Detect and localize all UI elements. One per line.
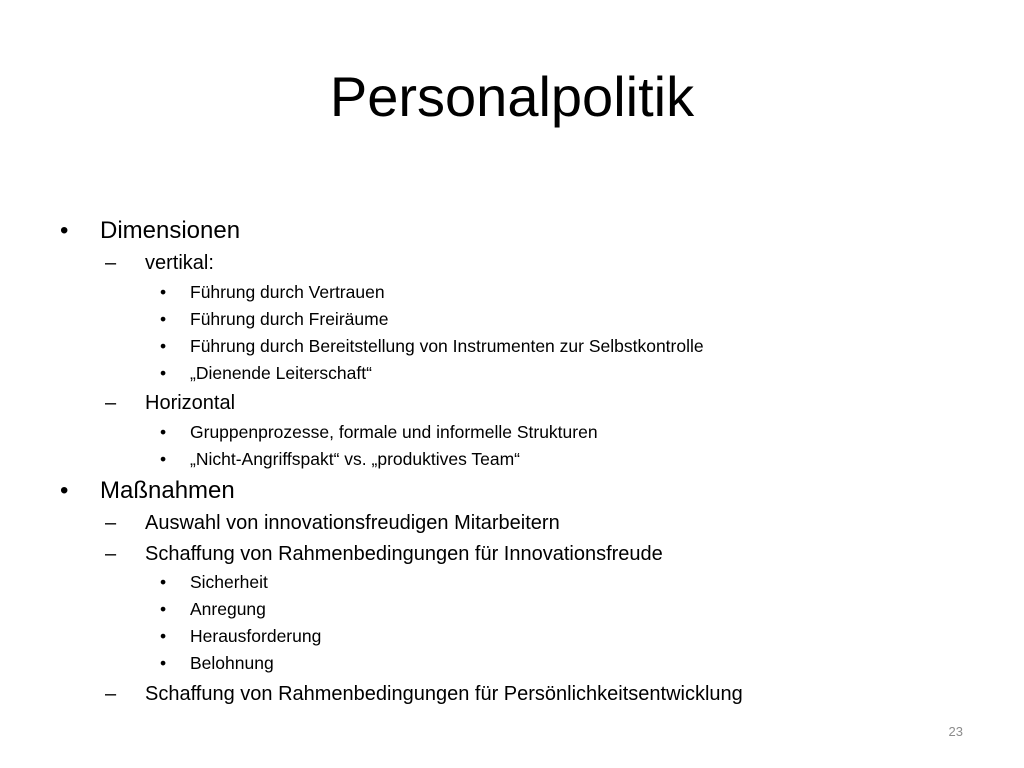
dash-marker: – (105, 252, 117, 274)
bullet-marker: • (160, 336, 167, 356)
sub-sub-bullet-text: „Nicht-Angriffspakt“ vs. „produktives Team“ (190, 449, 521, 469)
sub-bullet (105, 510, 560, 536)
bullet-dimensionen (60, 216, 241, 246)
sub-sub-bullet-text: „Dienende Leiterschaft“ (190, 363, 372, 383)
sub-sub-bullet-text: Anregung (190, 599, 266, 619)
bullet-marker: • (160, 572, 167, 592)
sub-bullet-text: Horizontal (145, 392, 236, 414)
sub-bullet (105, 541, 663, 567)
sub-sub-bullet-text: Führung durch Bereitstellung von Instrumenten zur Selbstkontrolle (190, 336, 704, 356)
sub-sub-bullet (160, 362, 372, 384)
sub-sub-bullet-text: Sicherheit (190, 572, 268, 592)
bullet-marker: • (160, 363, 167, 383)
sub-sub-bullet (160, 652, 274, 674)
bullet-marker: • (160, 309, 167, 329)
sub-sub-bullet (160, 625, 322, 647)
dash-marker: – (105, 683, 117, 705)
dash-marker: – (105, 543, 117, 565)
dash-marker: – (105, 392, 117, 414)
sub-sub-bullet-text: Führung durch Vertrauen (190, 282, 385, 302)
bullet-marker: • (160, 626, 167, 646)
slide-title: Personalpolitik (329, 65, 695, 128)
bullet-marker: • (60, 217, 69, 244)
sub-sub-bullet (160, 281, 385, 303)
sub-sub-bullet (160, 598, 266, 620)
sub-bullet-text: Schaffung von Rahmenbedingungen für Persönlichkeitsentwicklung (145, 683, 743, 705)
dash-marker: – (105, 512, 117, 534)
bullet-marker: • (160, 449, 167, 469)
sub-sub-bullet (160, 308, 389, 330)
bullet-marker: • (160, 422, 167, 442)
sub-sub-bullet-text: Gruppenprozesse, formale und informelle Strukturen (190, 422, 598, 442)
bullet-marker: • (60, 477, 69, 504)
bullet-text: Maßnahmen (100, 477, 235, 504)
sub-sub-bullet-text: Führung durch Freiräume (190, 309, 389, 329)
sub-sub-bullet (160, 571, 268, 593)
sub-bullet-text: Schaffung von Rahmenbedingungen für Innovationsfreude (145, 543, 663, 565)
bullet-marker: • (160, 282, 167, 302)
sub-bullet (105, 681, 743, 707)
sub-sub-bullet-text: Belohnung (190, 653, 274, 673)
bullet-massnahmen (60, 476, 235, 506)
sub-sub-bullet (160, 335, 704, 357)
sub-bullet-text: Auswahl von innovationsfreudigen Mitarbeitern (145, 512, 560, 534)
sub-bullet-vertikal (105, 250, 214, 276)
bullet-marker: • (160, 599, 167, 619)
sub-bullet-text: vertikal: (145, 252, 214, 274)
sub-sub-bullet (160, 421, 598, 443)
sub-sub-bullet-text: Herausforderung (190, 626, 322, 646)
sub-sub-bullet (160, 448, 521, 470)
sub-bullet-horizontal (105, 390, 236, 416)
bullet-marker: • (160, 653, 167, 673)
page-number: 23 (948, 724, 963, 739)
bullet-text: Dimensionen (100, 217, 241, 244)
